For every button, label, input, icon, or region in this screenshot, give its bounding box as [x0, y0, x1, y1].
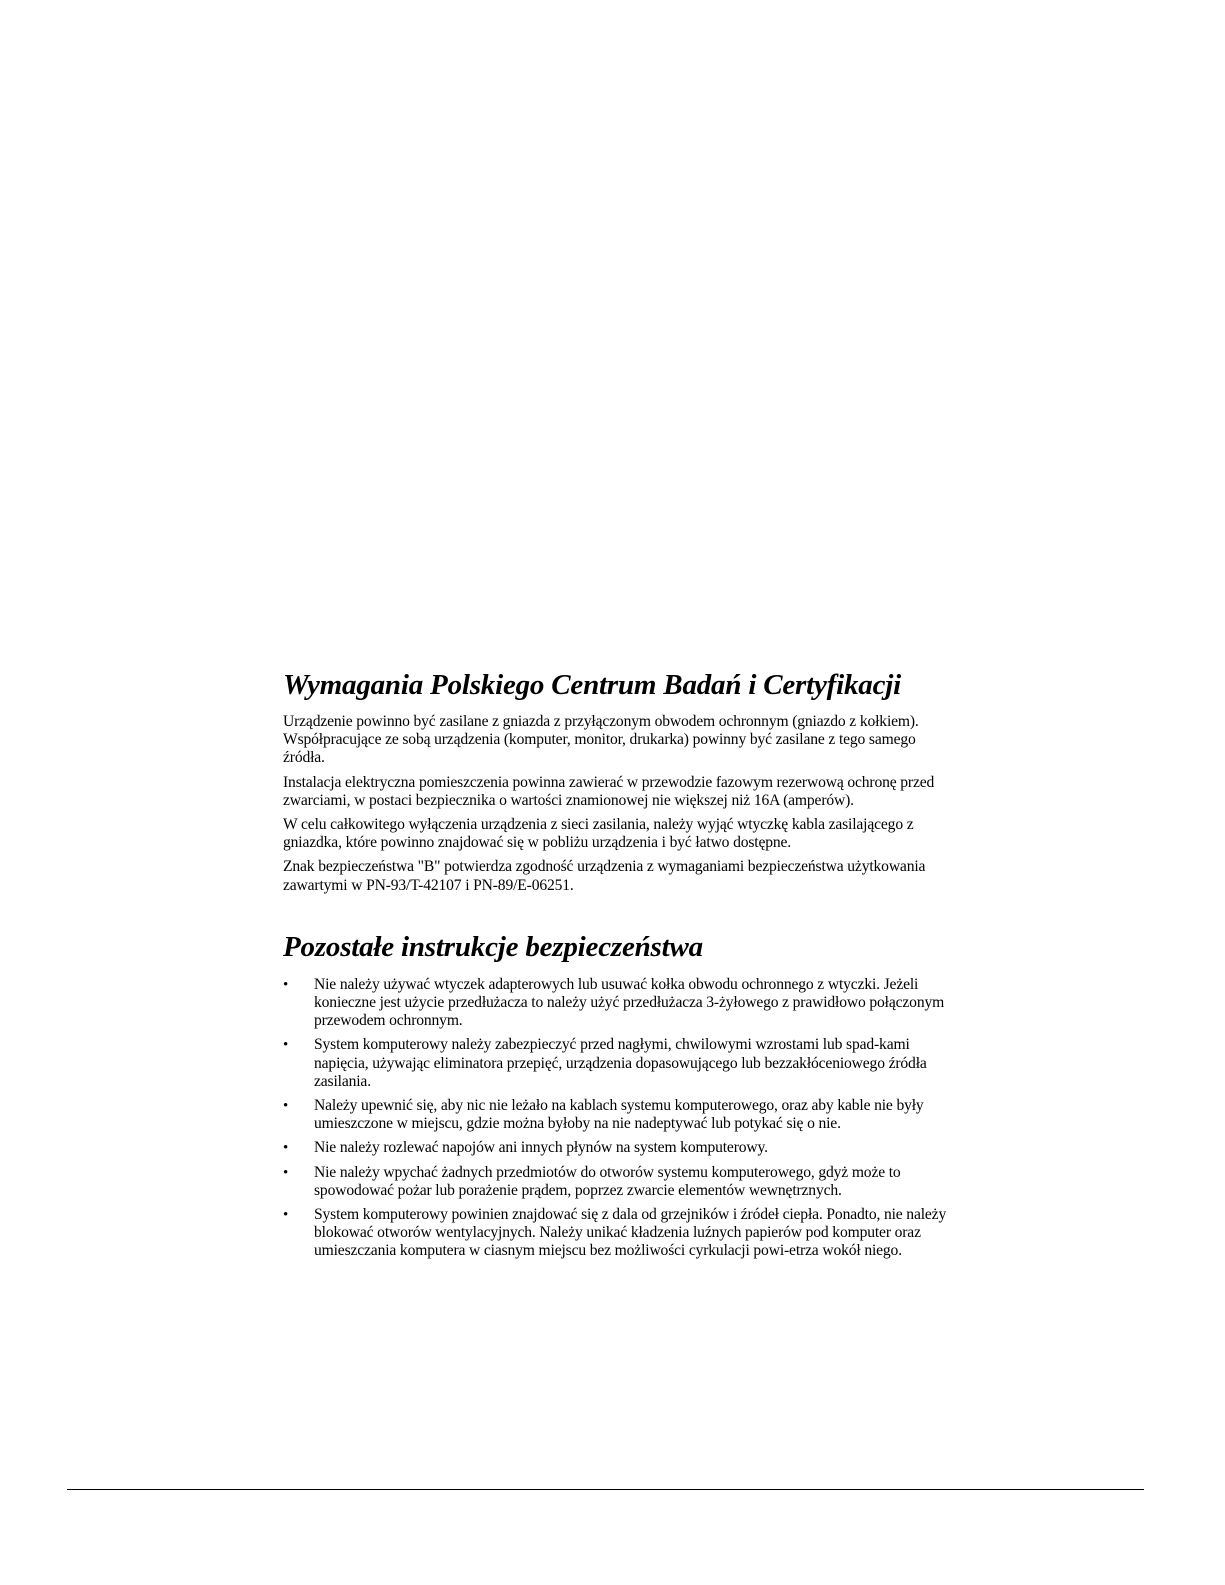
list-item-text: System komputerowy powinien znajdować się z dala od grzejników i źródeł ciepła. Ponadto, nie należy blokować otworów wentylacyjnych. Należy unikać kładzenia luźnych papierów pod komputer oraz umieszczania komputera w ciasnym miejscu bez możliwości cyrkulacji powi-etrza wokół niego.: [314, 1206, 947, 1260]
list-item: [283, 1164, 955, 1200]
section-heading-pcbc: Wymagania Polskiego Centrum Badań i Certyfikacji: [283, 669, 901, 701]
list-item: [283, 1206, 955, 1261]
list-item-text: Należy upewnić się, aby nic nie leżało na kablach systemu komputerowego, oraz aby kable nie były umieszczone w miejscu, gdzie można byłoby na nie nadeptywać lub potykać się o nie.: [314, 1097, 924, 1133]
bullet-icon: •: [283, 976, 289, 993]
section-heading-other-safety: Pozostałe instrukcje bezpieczeństwa: [283, 930, 703, 963]
list-item-text: System komputerowy należy zabezpieczyć przed nagłymi, chwilowymi wzrostami lub spad-kami napięcia, używając eliminatora przepięć, urządzenia dopasowującego lub bezzakłóceniowego źródła zasilania.: [314, 1036, 927, 1090]
list-item-text: Nie należy używać wtyczek adapterowych lub usuwać kołka obwodu ochronnego z wtyczki. Jeżeli konieczne jest użycie przedłużacza to należy użyć przedłużacza 3-żyłowego z prawidłowo połączonym przewodem ochronnym.: [314, 975, 945, 1030]
document-body: [283, 668, 955, 1267]
paragraph-grounded-socket: Urządzenie powinno być zasilane z gniazda z przyłączonym obwodem ochronnym (gniazdo z kołkiem). Współpracujące ze sobą urządzenia (komputer, monitor, drukarka) powinny być zasilane z tego samego źródła.: [283, 713, 919, 767]
paragraph-safety-mark: Znak bezpieczeństwa "B" potwierdza zgodność urządzenia z wymaganiami bezpieczeństwa użytkowania zawartymi w PN-93/T-42107 i PN-89/E-06251.: [283, 858, 926, 894]
safety-instructions-list: [283, 976, 955, 1261]
pcbc-requirements-section: [283, 668, 955, 895]
bullet-icon: •: [283, 1164, 289, 1181]
bullet-icon: •: [283, 1037, 289, 1054]
footer-divider: [67, 1489, 1144, 1490]
bullet-icon: •: [283, 1207, 289, 1224]
bullet-icon: •: [283, 1140, 289, 1157]
other-safety-instructions-section: [283, 930, 955, 1261]
list-item: [283, 1097, 955, 1133]
list-item: [283, 1139, 955, 1157]
list-item-text: Nie należy wpychać żadnych przedmiotów do otworów systemu komputerowego, gdyż może to spowodować pożar lub porażenie prądem, poprzez zwarcie elementów wewnętrznych.: [314, 1163, 901, 1199]
list-item-text: Nie należy rozlewać napojów ani innych płynów na system komputerowy.: [314, 1139, 768, 1157]
list-item: [283, 976, 955, 1031]
bullet-icon: •: [283, 1098, 289, 1115]
paragraph-disconnect-power: W celu całkowitego wyłączenia urządzenia z sieci zasilania, należy wyjąć wtyczkę kabla zasilającego z gniazdka, które powinno znajdować się w pobliżu urządzenia i być łatwo dostępne.: [283, 816, 914, 852]
list-item: [283, 1036, 955, 1091]
paragraph-fuse-protection: Instalacja elektryczna pomieszczenia powinna zawierać w przewodzie fazowym rezerwową ochronę przed zwarciami, w postaci bezpiecznika o wartości znamionowej nie większej niż 16A (amperów).: [283, 773, 935, 809]
